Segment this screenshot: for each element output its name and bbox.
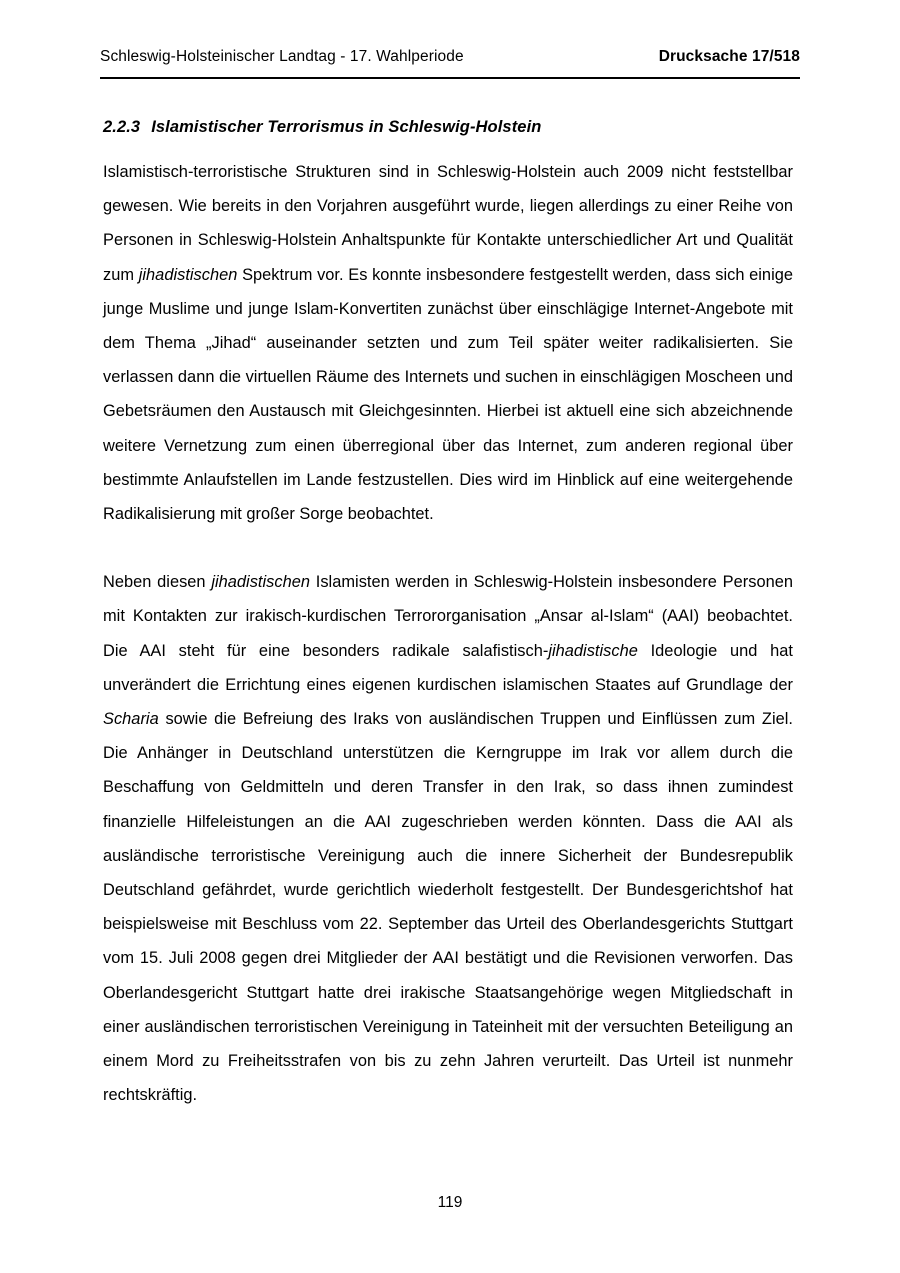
paragraph-1-text-2: Spektrum vor. Es konnte insbesondere festgestellt werden, dass sich einige junge Muslime und junge Islam-Konvertiten zunächst über einschlägige Internet-Angebote mit dem Thema „Jihad“ auseinander setzten und zum Teil später weiter radikalisierten. Sie verlassen dann die virtuellen Räume des Internets und suchen in einschlägigen Moscheen und Gebetsräumen den Austausch mit Gleichgesinnten. Hierbei ist aktuell eine sich abzeichnende weitere Vernetzung zum einen überregional über das Internet, zum anderen regional über bestimmte Anlaufstellen im Lande festzustellen. Dies wird im Hinblick auf eine weitergehende Radikalisierung mit großer Sorge beobachtet.: [103, 265, 794, 524]
paragraph-2-italic-2: jihadistische: [548, 641, 638, 660]
paragraph-2-text-1: Neben diesen: [103, 573, 212, 592]
paragraph-2-italic-1: jihadistischen: [211, 573, 311, 592]
paragraph-2-text-2: Islamisten werden in Schleswig-Holstein insbesondere Personen mit Kontakten zur irakisch-kurdischen Terrororganisation „Ansar al-Islam“ (AAI) beobachtet. Die AAI steht für eine besonders radikale salafistisch-: [103, 573, 793, 660]
page-header: [100, 48, 800, 66]
paragraph-2: [103, 565, 793, 1112]
section-number: 2.2.3: [103, 118, 141, 136]
section-title: Islamistischer Terrorismus in Schleswig-Holstein: [151, 118, 542, 136]
paragraph-2-text-3: Ideologie und hat unverändert die Errichtung eines eigenen kurdischen islamischen Staates auf Grundlage der: [103, 641, 794, 694]
paragraph-2-text-4: sowie die Befreiung des Iraks von ausländischen Truppen und Einflüssen zum Ziel. Die Anhänger in Deutschland unterstützen die Kerngruppe im Irak vor allem durch die Beschaffung von Geldmitteln und deren Transfer in den Irak, so dass ihnen zumindest finanzielle Hilfeleistungen an die AAI zugeschrieben werden könnten. Dass die AAI als ausländische terroristische Vereinigung auch die innere Sicherheit der Bundesrepublik Deutschland gefährdet, wurde gerichtlich wiederholt festgestellt. Der Bundesgerichtshof hat beispielsweise mit Beschluss vom 22. September das Urteil des Oberlandesgerichts Stuttgart vom 15. Juli 2008 gegen drei Mitglieder der AAI bestätigt und die Revisionen verworfen. Das Oberlandesgericht Stuttgart hatte drei irakische Staatsangehörige wegen Mitgliedschaft in einer ausländischen terroristischen Vereinigung in Tateinheit mit der versuchten Beteiligung an einem Mord zu Freiheitsstrafen von bis zu zehn Jahren verurteilt. Das Urteil ist nunmehr rechtskräftig.: [103, 710, 793, 1105]
page-footer: [0, 1194, 900, 1212]
page-content: [103, 118, 793, 1112]
header-divider: [100, 77, 800, 79]
paragraph-1-text-1: Islamistisch-terroristische Strukturen sind in Schleswig-Holstein auch 2009 nicht feststellbar gewesen. Wie bereits in den Vorjahren ausgeführt wurde, liegen allerdings zu einer Reihe von Personen in Schleswig-Holstein Anhaltspunkte für Kontakte unterschiedlicher Art und Qualität zum: [103, 163, 793, 284]
header-left-title: Schleswig-Holsteinischer Landtag - 17. Wahlperiode: [100, 48, 464, 65]
header-right-docnumber: Drucksache 17/518: [658, 48, 800, 65]
paragraph-1: [103, 155, 793, 531]
paragraph-2-italic-3: Scharia: [103, 710, 159, 729]
paragraph-1-italic-1: jihadistischen: [138, 265, 238, 284]
page-number: 119: [437, 1194, 463, 1211]
section-heading: [103, 118, 793, 137]
